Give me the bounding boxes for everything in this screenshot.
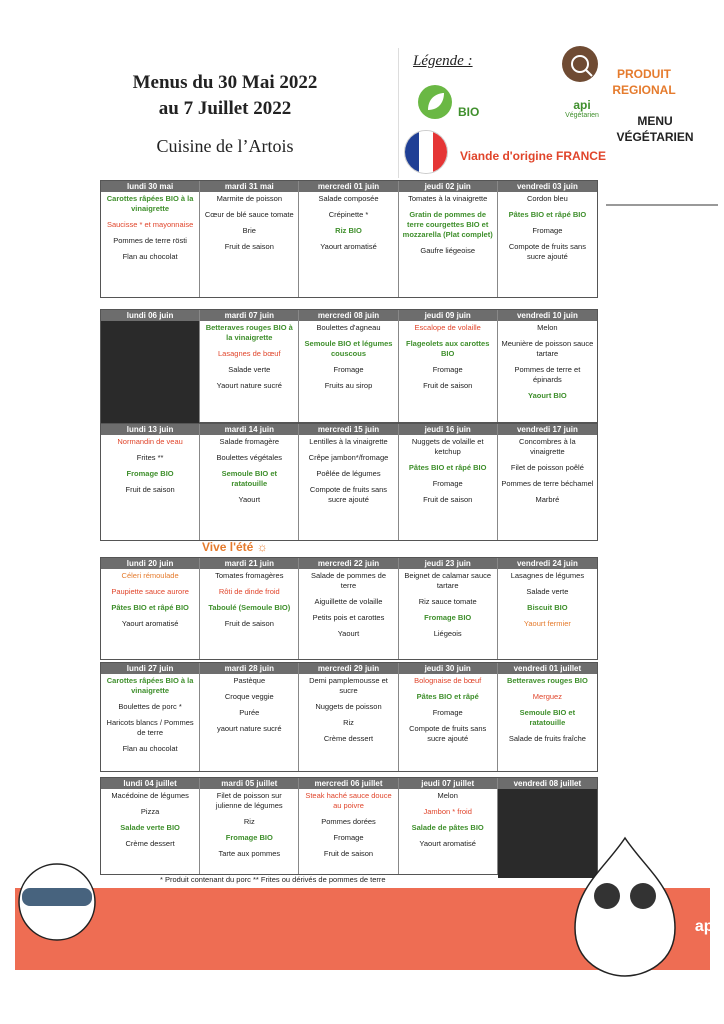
menu-item: Fromage BIO	[225, 833, 273, 842]
menu-item: Fromage	[333, 365, 364, 374]
menu-item: Fruit de saison	[423, 381, 473, 390]
menu-item: Compote de fruits sans sucre ajouté	[508, 242, 586, 261]
menu-item: Pommes de terre rösti	[113, 236, 187, 245]
menu-item: Boulettes de porc *	[118, 702, 182, 711]
menu-item: Boulettes d'agneau	[316, 323, 381, 332]
menu-item: Cordon bleu	[526, 194, 568, 203]
menu-item: Fromage BIO	[424, 613, 472, 622]
day-header: jeudi 09 juin	[399, 310, 497, 321]
day-header: vendredi 10 juin	[498, 310, 597, 321]
menu-item: Crêpe jambon*/fromage	[308, 453, 389, 462]
menu-item: Lasagnes de bœuf	[218, 349, 281, 358]
week-table	[100, 557, 598, 660]
menu-item: Pommes dorées	[321, 817, 376, 826]
menu-item: Frites **	[136, 453, 164, 462]
menu-item: Boulettes végétales	[216, 453, 283, 462]
menu-item: Liégeois	[433, 629, 462, 638]
day-header: jeudi 30 juin	[399, 663, 497, 674]
legend-regional: PRODUIT REGIONAL	[612, 67, 676, 97]
day-header: mercredi 22 juin	[299, 558, 397, 569]
menu-item: Concombres à la vinaigrette	[519, 437, 576, 456]
menu-item: Salade de pommes de terre	[310, 571, 387, 590]
day-body	[200, 435, 298, 513]
day-column	[498, 181, 597, 297]
sun-icon: ☼	[256, 540, 268, 554]
menu-item: Filet de poisson poêlé	[510, 463, 584, 472]
menu-item: Bolognaise de bœuf	[414, 676, 482, 685]
day-column	[498, 424, 597, 540]
day-header: mardi 28 juin	[200, 663, 298, 674]
menu-item: Pommes de terre béchamel	[501, 479, 594, 488]
day-column	[299, 778, 398, 874]
pear-illustration	[555, 828, 695, 978]
day-header: vendredi 01 juillet	[498, 663, 597, 674]
menu-item: Tomates fromagères	[215, 571, 284, 580]
day-body	[498, 569, 597, 637]
day-body	[101, 789, 199, 857]
menu-item: Semoule BIO et ratatouille	[519, 708, 576, 727]
menu-item: Flageolets aux carottes BIO	[406, 339, 490, 358]
menu-item: Demi pamplemousse et sucre	[309, 676, 388, 695]
title-line-1: Menus du 30 Mai 2022	[132, 72, 318, 93]
menu-item: Brie	[242, 226, 256, 235]
banner-brand: api	[694, 918, 718, 935]
menu-item: Salade de fruits fraîche	[508, 734, 586, 743]
menu-item: Fruit de saison	[224, 242, 274, 251]
menu-item: Haricots blancs / Pommes de terre	[106, 718, 194, 737]
menu-item: Pizza	[140, 807, 160, 816]
day-column	[101, 663, 200, 771]
day-body	[399, 435, 497, 513]
day-body	[101, 321, 199, 426]
day-header: jeudi 07 juillet	[399, 778, 497, 789]
day-body	[399, 192, 497, 264]
menu-item: Yaourt aromatisé	[320, 242, 377, 251]
day-header: lundi 27 juin	[101, 663, 199, 674]
veg-icon: api Végétarien	[565, 98, 599, 119]
day-header: mercredi 01 juin	[299, 181, 397, 192]
menu-item: Purée	[239, 708, 260, 717]
day-body	[200, 569, 298, 637]
day-body	[399, 674, 497, 752]
day-body	[101, 569, 199, 637]
day-column	[200, 181, 299, 297]
day-header: mardi 05 juillet	[200, 778, 298, 789]
day-column	[299, 310, 398, 422]
menu-item: Tarte aux pommes	[218, 849, 281, 858]
menu-item: Fruit de saison	[125, 485, 175, 494]
menu-item: Steak haché sauce douce au poivre	[305, 791, 392, 810]
day-header: lundi 13 juin	[101, 424, 199, 435]
day-body	[498, 435, 597, 513]
menu-item: Riz BIO	[335, 226, 362, 235]
day-header: mercredi 15 juin	[299, 424, 397, 435]
day-column	[299, 181, 398, 297]
menu-item: Compote de fruits sans sucre ajouté	[409, 724, 487, 743]
menu-item: Melon	[437, 791, 458, 800]
day-column	[399, 663, 498, 771]
legend-divider	[398, 48, 399, 178]
menu-item: Merguez	[532, 692, 562, 701]
menu-item: Crème dessert	[125, 839, 175, 848]
menu-item: Fromage	[432, 479, 463, 488]
day-body	[399, 321, 497, 399]
day-header: mercredi 08 juin	[299, 310, 397, 321]
day-column	[399, 424, 498, 540]
menu-item: Compote de fruits sans sucre ajouté	[309, 485, 388, 504]
menu-item: Riz	[243, 817, 255, 826]
menu-item: Yaourt	[337, 629, 360, 638]
menu-item: Tomates à la vinaigrette	[408, 194, 488, 203]
menu-item: Macédoine de légumes	[111, 791, 189, 800]
week-table	[100, 662, 598, 772]
day-column	[399, 778, 498, 874]
day-body	[299, 569, 397, 647]
menu-item: Aiguillette de volaille	[314, 597, 383, 606]
menu-item: Jambon * froid	[423, 807, 472, 816]
day-header: lundi 20 juin	[101, 558, 199, 569]
menu-item: Riz sauce tomate	[418, 597, 477, 606]
day-header: mardi 21 juin	[200, 558, 298, 569]
day-body	[101, 674, 199, 762]
menu-item: Pâtes BIO et râpé BIO	[408, 463, 487, 472]
menu-item: Fruit de saison	[224, 619, 274, 628]
day-body	[200, 674, 298, 742]
menu-item: Salade verte BIO	[120, 823, 180, 832]
day-body	[299, 789, 397, 867]
menu-item: Semoule BIO et ratatouille	[221, 469, 277, 488]
day-column	[399, 310, 498, 422]
day-column	[498, 663, 597, 771]
menu-item: Pastèque	[233, 676, 266, 685]
menu-item: Fromage	[532, 226, 563, 235]
menu-item: Yaourt fermier	[523, 619, 571, 628]
day-header: vendredi 24 juin	[498, 558, 597, 569]
menu-item: Carottes râpées BIO à la vinaigrette	[106, 194, 194, 213]
week-table	[100, 423, 598, 541]
day-header: mardi 07 juin	[200, 310, 298, 321]
week-table	[100, 777, 598, 875]
menu-item: Carottes râpées BIO à la vinaigrette	[106, 676, 194, 695]
day-column	[200, 424, 299, 540]
menu-item: Salade verte	[228, 365, 271, 374]
menu-item: Saucisse * et mayonnaise	[106, 220, 194, 229]
menu-item: Fromage	[432, 708, 463, 717]
menu-item: Fruit de saison	[423, 495, 473, 504]
menu-item: Taboulé (Semoule BIO)	[208, 603, 291, 612]
menu-item: Riz	[343, 718, 354, 727]
menu-item: Yaourt BIO	[528, 391, 567, 400]
page-title	[95, 70, 355, 122]
menu-item: Petits pois et carottes	[312, 613, 385, 622]
menu-item: Betteraves rouges BIO à la vinaigrette	[205, 323, 293, 342]
menu-item: Lasagnes de légumes	[510, 571, 585, 580]
menu-item: Gratin de pommes de terre courgettes BIO et mozzarella (Plat complet)	[402, 210, 493, 239]
menu-item: Crème dessert	[323, 734, 374, 743]
menu-item: Semoule BIO et légumes couscous	[304, 339, 393, 358]
menu-item: Yaourt nature sucré	[216, 381, 282, 390]
day-header: lundi 04 juillet	[101, 778, 199, 789]
day-header: jeudi 02 juin	[399, 181, 497, 192]
week-table	[100, 309, 598, 423]
day-column	[101, 558, 200, 659]
menu-item: Biscuit BIO	[527, 603, 568, 612]
menu-item: Fruit de saison	[323, 849, 374, 858]
day-body	[299, 321, 397, 399]
day-column	[200, 778, 299, 874]
menu-item: Salade composée	[318, 194, 379, 203]
menu-item: Betteraves rouges BIO	[506, 676, 588, 685]
day-column	[200, 663, 299, 771]
menu-item: Flan au chocolat	[122, 744, 178, 753]
menu-item: Yaourt aromatisé	[121, 619, 179, 628]
day-header: jeudi 16 juin	[399, 424, 497, 435]
menu-item: Marmite de poisson	[216, 194, 283, 203]
menu-item: Flan au chocolat	[122, 252, 178, 261]
day-body	[498, 192, 597, 270]
day-body	[200, 192, 298, 260]
menu-item: Beignet de calamar sauce tartare	[404, 571, 492, 590]
day-body	[399, 569, 497, 647]
menu-item: Nuggets de poisson	[315, 702, 382, 711]
day-column	[399, 558, 498, 659]
day-body	[299, 435, 397, 513]
menu-item: Fromage	[432, 365, 463, 374]
day-header: mardi 31 mai	[200, 181, 298, 192]
day-column	[200, 558, 299, 659]
day-header: mercredi 29 juin	[299, 663, 397, 674]
day-column	[299, 663, 398, 771]
day-body	[101, 435, 199, 503]
menu-item: Céleri rémoulade	[121, 571, 179, 580]
day-header: mardi 14 juin	[200, 424, 298, 435]
menu-item: Cœur de blé sauce tomate	[204, 210, 294, 219]
day-header: mercredi 06 juillet	[299, 778, 397, 789]
day-header: lundi 30 mai	[101, 181, 199, 192]
footnote: * Produit contenant du porc ** Frites ou dérivés de pommes de terre	[160, 875, 386, 884]
menu-item: Meunière de poisson sauce tartare	[501, 339, 594, 358]
legend-veg: MENU VÉGÉTARIEN	[616, 114, 694, 144]
day-header: vendredi 08 juillet	[498, 778, 597, 789]
menu-item: Normandin de veau	[117, 437, 183, 446]
menu-item: Pâtes BIO et râpé	[416, 692, 479, 701]
menu-item: Rôti de dinde froid	[218, 587, 280, 596]
day-column	[200, 310, 299, 422]
menu-item: Poêlée de légumes	[316, 469, 381, 478]
day-body	[299, 674, 397, 752]
day-column	[399, 181, 498, 297]
week-table	[100, 180, 598, 298]
menu-item: Fruits au sirop	[324, 381, 373, 390]
menu-item: Croque veggie	[224, 692, 274, 701]
day-column	[299, 558, 398, 659]
day-body	[498, 674, 597, 752]
menu-item: yaourt nature sucré	[216, 724, 282, 733]
day-column	[498, 310, 597, 422]
menu-item: Salade verte	[526, 587, 569, 596]
menu-item: Filet de poisson sur julienne de légumes	[215, 791, 283, 810]
menu-item: Salade de pâtes BIO	[411, 823, 484, 832]
day-column	[101, 778, 200, 874]
menu-item: Salade fromagère	[219, 437, 280, 446]
day-column	[101, 424, 200, 540]
day-header: lundi 06 juin	[101, 310, 199, 321]
menu-item: Nuggets de volaille et ketchup	[411, 437, 484, 456]
day-body	[200, 321, 298, 399]
menu-item: Lentilles à la vinaigrette	[309, 437, 388, 446]
menu-item: Melon	[537, 323, 558, 332]
subtitle: Cuisine de l’Artois	[156, 136, 294, 156]
day-body	[101, 192, 199, 270]
day-body	[200, 789, 298, 867]
day-column	[498, 558, 597, 659]
france-flag-icon	[404, 130, 448, 174]
menu-item: Pâtes BIO et râpé BIO	[111, 603, 189, 612]
day-body	[399, 789, 497, 857]
strawberry-illustration	[12, 832, 102, 942]
menu-item: Marbré	[535, 495, 560, 504]
day-body	[299, 192, 397, 260]
menu-item: Fromage	[333, 833, 364, 842]
bio-leaf-icon	[418, 85, 452, 119]
menu-item: Fromage BIO	[126, 469, 174, 478]
menu-item: Pommes de terre et épinards	[514, 365, 581, 384]
legend-title: Légende :	[413, 53, 473, 69]
menu-item: Gaufre liégeoise	[420, 246, 475, 255]
day-header: vendredi 17 juin	[498, 424, 597, 435]
menu-item: Paupiette sauce aurore	[111, 587, 189, 596]
day-header: vendredi 03 juin	[498, 181, 597, 192]
menu-item: Crépinette *	[328, 210, 369, 219]
menu-item: Yaourt	[238, 495, 261, 504]
day-header: jeudi 23 juin	[399, 558, 497, 569]
day-body	[498, 321, 597, 409]
legend-bio: BIO	[458, 105, 480, 119]
day-column	[101, 181, 200, 297]
menu-item: Pâtes BIO et râpé BIO	[508, 210, 587, 219]
regional-icon	[562, 46, 598, 82]
vive-ete-label: Vive l'été ☼	[202, 540, 268, 554]
menu-item: Yaourt aromatisé	[419, 839, 476, 848]
day-column	[299, 424, 398, 540]
menu-item: Escalope de volaille	[414, 323, 481, 332]
day-column	[101, 310, 200, 422]
title-line-2: au 7 Juillet 2022	[158, 98, 292, 119]
legend-france: Viande d'origine FRANCE	[460, 149, 606, 163]
arrow-line	[606, 204, 718, 206]
